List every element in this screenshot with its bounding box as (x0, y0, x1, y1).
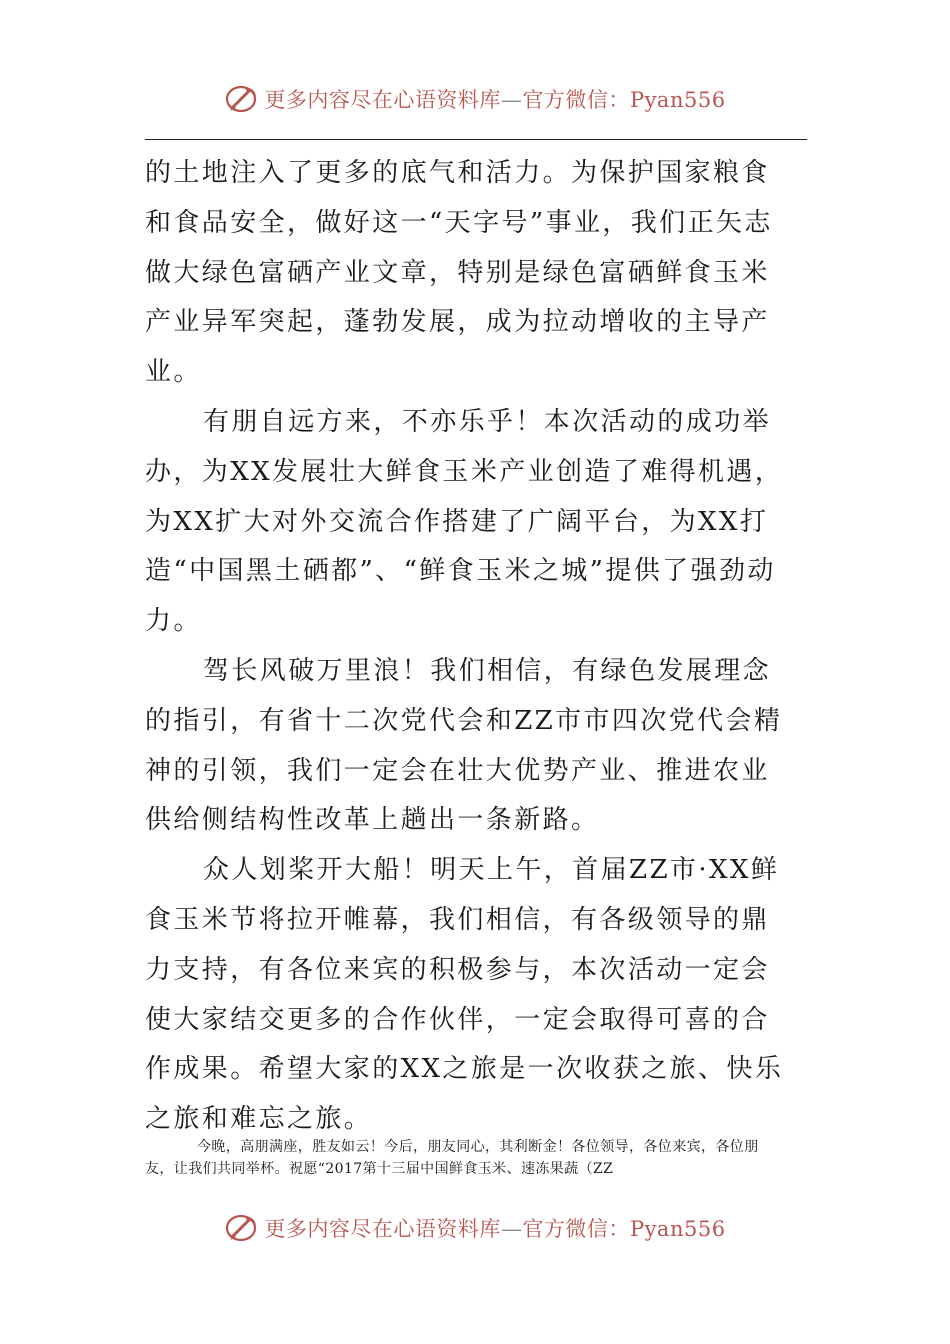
header-watermark (0, 84, 950, 114)
small-paragraph: 今晚，高朋满座，胜友如云！今后，朋友同心，其利断金！各位领导，各位来宾，各位朋友，让我们共同举杯。祝愿“2017第十三届中国鲜食玉米、速冻果蔬（ZZ (145, 1139, 759, 1177)
footer-watermark (0, 1213, 950, 1243)
footnote-text (145, 1136, 785, 1180)
pen-circle-logo-icon (224, 1213, 258, 1243)
watermark-text: 更多内容尽在心语资料库—官方微信：Pyan556 (264, 1217, 726, 1241)
document-body (145, 149, 785, 1145)
paragraph: 有朋自远方来，不亦乐乎！本次活动的成功举办，为XX发展壮大鲜食玉米产业创造了难得机遇，为XX扩大对外交流合作搭建了广阔平台，为XX打造“中国黑土硒都”、“鲜食玉米之城”提供了强劲动力。 (145, 406, 784, 637)
header-divider (145, 139, 807, 140)
watermark-text: 更多内容尽在心语资料库—官方微信：Pyan556 (264, 88, 726, 112)
pen-circle-logo-icon (224, 84, 258, 114)
paragraph: 驾长风破万里浪！我们相信，有绿色发展理念的指引，有省十二次党代会和ZZ市市四次党代会精神的引领，我们一定会在壮大优势产业、推进农业供给侧结构性改革上趟出一条新路。 (145, 655, 783, 836)
paragraph: 的土地注入了更多的底气和活力。为保护国家粮食和食品安全，做好这一“天字号”事业，我们正矢志做大绿色富硒产业文章，特别是绿色富硒鲜食玉米产业异军突起，蓬勃发展，成为拉动增收的主导产业。 (145, 158, 773, 388)
paragraph: 众人划桨开大船！明天上午，首届ZZ市·XX鲜食玉米节将拉开帷幕，我们相信，有各级领导的鼎力支持，有各位来宾的积极参与，本次活动一定会使大家结交更多的合作伙伴，一定会取得可喜的合作成果。希望大家的XX之旅是一次收获之旅、快乐之旅和难忘之旅。 (145, 855, 784, 1135)
